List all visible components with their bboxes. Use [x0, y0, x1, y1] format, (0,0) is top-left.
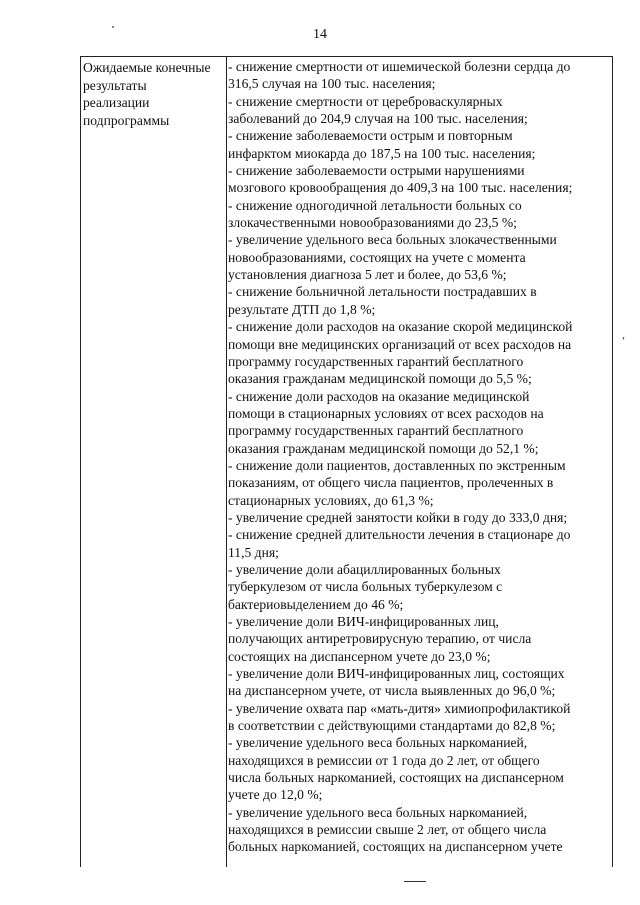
- content-line: программу государственных гарантий бесплатного: [228, 353, 524, 369]
- content-line: инфарктом миокарда до 187,5 на 100 тыс. населения;: [228, 145, 536, 161]
- table-row: [81, 57, 613, 868]
- content-line: числа больных наркоманией, состоящих на диспансерном: [228, 770, 564, 786]
- content-line: находящихся в ремиссии свыше 2 лет, от общего числа: [228, 822, 547, 838]
- row-content-cell: [227, 57, 613, 868]
- content-line: помощи в стационарных условиях от всех расходов на: [228, 405, 544, 421]
- content-line: - увеличение доли абациллированных больных: [228, 561, 501, 577]
- content-line: - снижение смертности от цереброваскулярных: [228, 93, 503, 109]
- content-line: показаниям, от общего числа пациентов, пролеченных в: [228, 475, 554, 491]
- content-line: - увеличение доли ВИЧ-инфицированных лиц, состоящих: [228, 666, 565, 682]
- content-line: новообразованиями, состоящих на учете с момента: [228, 249, 526, 265]
- content-line: - снижение доли расходов на оказание медицинской: [228, 388, 530, 404]
- label-line: результаты: [83, 77, 147, 93]
- content-line: - увеличение удельного веса больных наркоманией,: [228, 735, 528, 751]
- margin-mark: ,: [622, 327, 625, 341]
- content-line: - снижение больничной летальности пострадавших в: [228, 284, 537, 300]
- content-line: - снижение заболеваемости острым и повторным: [228, 128, 513, 144]
- content-line: результате ДТП до 1,8 %;: [228, 301, 376, 317]
- content-line: больных наркоманией, состоящих на диспансерном учете: [228, 839, 563, 855]
- content-line: - снижение средней длительности лечения в стационаре до: [228, 527, 571, 543]
- content-line: туберкулезом от числа больных туберкулезом с: [228, 579, 503, 595]
- content-line: оказания гражданам медицинской помощи до 5,5 %;: [228, 371, 532, 387]
- content-line: - снижение доли пациентов, доставленных по экстренным: [228, 457, 566, 473]
- content-line: - снижение смертности от ишемической болезни сердца до: [228, 59, 571, 74]
- content-line: находящихся в ремиссии от 1 года до 2 лет, от общего: [228, 752, 540, 768]
- label-line: Ожидаемые конечные: [83, 60, 211, 75]
- content-line: помощи вне медицинских организаций от всех расходов на: [228, 336, 572, 352]
- content-line: заболеваний до 204,9 случая на 100 тыс. населения;: [228, 111, 528, 127]
- content-line: стационарных условиях, до 61,3 %;: [228, 492, 434, 508]
- content-line: - снижение заболеваемости острыми нарушениями: [228, 163, 525, 179]
- content-line: установления диагноза 5 лет и более, до 53,6 %;: [228, 267, 507, 283]
- content-line: злокачественными новообразованиями до 23,5 %;: [228, 215, 517, 231]
- row-label-cell: [81, 57, 227, 868]
- content-line: бактериовыделением до 46 %;: [228, 596, 404, 612]
- content-line: учете до 12,0 %;: [228, 787, 323, 803]
- results-table: [80, 56, 613, 867]
- content-line: на диспансерном учете, от числа выявленных до 96,0 %;: [228, 683, 556, 699]
- content-line: 316,5 случая на 100 тыс. населения;: [228, 76, 436, 92]
- content-line: - снижение доли расходов на оказание скорой медицинской: [228, 319, 573, 335]
- content-line: мозгового кровообращения до 409,3 на 100 тыс. населения;: [228, 180, 573, 196]
- content-line: состоящих на диспансерном учете до 23,0 %;: [228, 648, 491, 664]
- content-line: программу государственных гарантий бесплатного: [228, 423, 524, 439]
- content-line: оказания гражданам медицинской помощи до 52,1 %;: [228, 440, 539, 456]
- content-line: - увеличение средней занятости койки в году до 333,0 дня;: [228, 509, 568, 525]
- content-line: - увеличение удельного веса больных злокачественными: [228, 232, 557, 248]
- label-line: реализации: [83, 95, 150, 110]
- bottom-rule: [404, 881, 426, 882]
- content-line: - увеличение доли ВИЧ-инфицированных лиц,: [228, 614, 499, 629]
- page-number: 14: [313, 27, 327, 42]
- content-line: в соответствии с действующими стандартами до 82,8 %;: [228, 718, 556, 734]
- content-line: - увеличение охвата пар «мать-дитя» химиопрофилактикой: [228, 700, 571, 716]
- content-line: - снижение одногодичной летальности больных со: [228, 197, 522, 213]
- content-line: 11,5 дня;: [228, 544, 279, 560]
- content-line: - увеличение удельного веса больных наркоманией,: [228, 804, 528, 820]
- label-line: подпрограммы: [83, 112, 170, 128]
- content-line: получающих антиретровирусную терапию, от числа: [228, 631, 532, 647]
